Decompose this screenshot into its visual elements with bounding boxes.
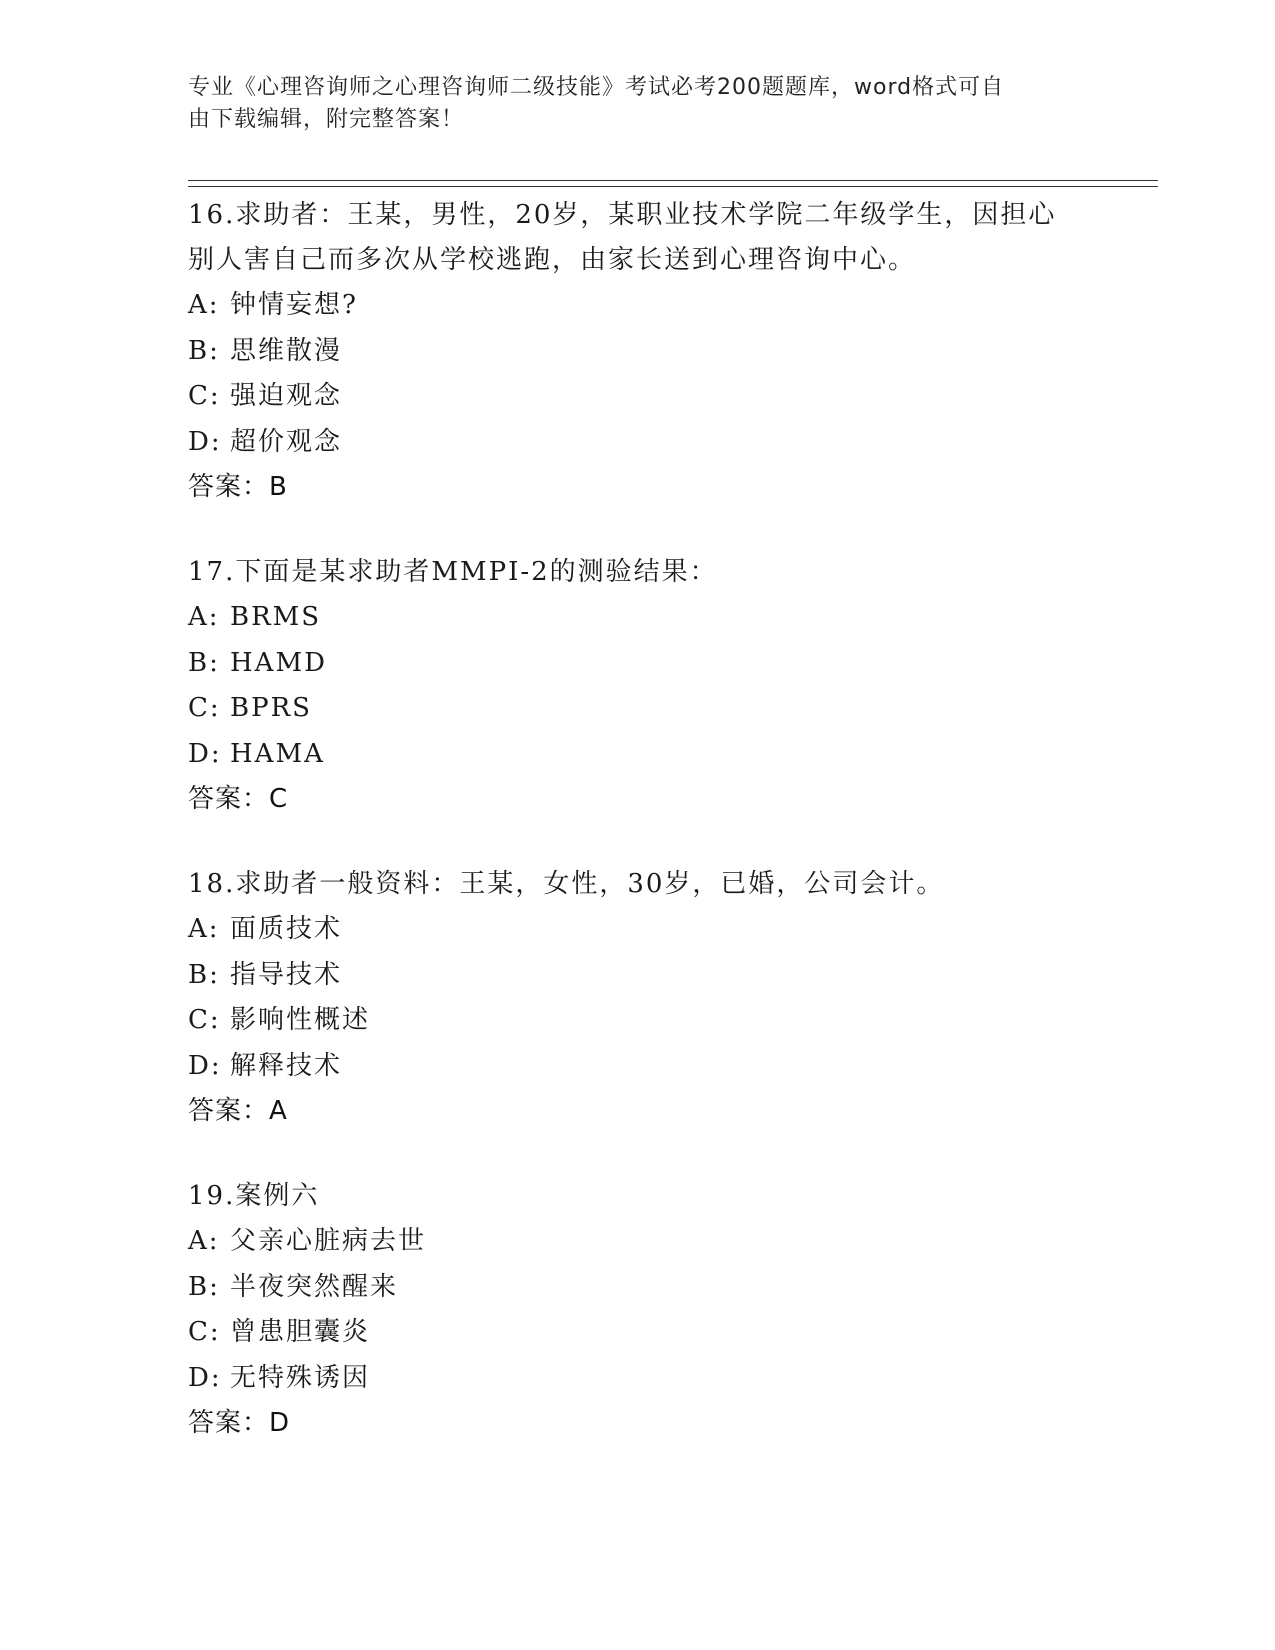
option-letter: A: [188, 602, 220, 632]
option-text: 影响性概述 [230, 1005, 371, 1035]
option-b [188, 329, 1088, 375]
question-stem-line: 16.求助者：王某，男性，20岁，某职业技术学院二年级学生，因担心 [188, 200, 1057, 230]
option-b [188, 953, 1088, 999]
option-c [188, 1310, 1088, 1356]
option-letter: C: [188, 1317, 221, 1347]
answer-line: 答案：B [188, 472, 288, 502]
option-letter: C: [188, 693, 221, 723]
option-c [188, 998, 1088, 1044]
question-list [188, 193, 1088, 1486]
option-letter: D: [188, 1050, 222, 1081]
option-c [188, 686, 1088, 732]
question-16 [188, 193, 1088, 510]
option-text: 解释技术 [230, 1050, 343, 1081]
option-text: HAMA [230, 738, 325, 769]
option-a [188, 595, 1088, 641]
option-text: 强迫观念 [230, 381, 343, 411]
option-text: HAMD [230, 647, 327, 678]
option-text: BPRS [230, 693, 312, 723]
option-d [188, 732, 1088, 778]
option-letter: B: [188, 959, 220, 990]
answer-line: 答案：A [188, 1096, 288, 1126]
option-letter: A: [188, 1226, 220, 1256]
option-text: 思维散漫 [230, 335, 343, 366]
question-17 [188, 550, 1088, 822]
option-text: 钟情妄想? [230, 290, 358, 320]
option-letter: D: [188, 1362, 222, 1393]
option-letter: B: [188, 1271, 220, 1302]
option-text: 曾患胆囊炎 [230, 1317, 371, 1347]
option-text: 无特殊诱因 [230, 1362, 371, 1393]
option-d [188, 1044, 1088, 1090]
option-letter: B: [188, 335, 220, 366]
option-d [188, 420, 1088, 466]
header-divider-top [188, 180, 1158, 181]
question-stem-line: 别人害自己而多次从学校逃跑，由家长送到心理咨询中心。 [188, 245, 917, 275]
option-b [188, 641, 1088, 687]
option-c [188, 374, 1088, 420]
option-a [188, 283, 1088, 329]
question-stem-line: 17.下面是某求助者MMPI-2的测验结果： [188, 557, 718, 587]
header-line-1: 专业《心理咨询师之心理咨询师二级技能》考试必考200题题库，word格式可自 [188, 75, 1005, 100]
option-letter: B: [188, 647, 220, 678]
question-18 [188, 862, 1088, 1134]
option-d [188, 1356, 1088, 1402]
option-letter: D: [188, 738, 222, 769]
option-letter: D: [188, 426, 222, 457]
answer-line: 答案：D [188, 1408, 291, 1438]
option-letter: A: [188, 914, 220, 944]
option-text: BRMS [230, 602, 322, 632]
option-text: 指导技术 [230, 959, 343, 990]
question-stem-line: 19.案例六 [188, 1181, 320, 1211]
option-text: 父亲心脏病去世 [230, 1226, 427, 1256]
option-text: 面质技术 [230, 914, 343, 944]
option-letter: A: [188, 290, 220, 320]
option-a [188, 1219, 1088, 1265]
option-a [188, 907, 1088, 953]
header-line-2: 由下载编辑，附完整答案！ [188, 107, 465, 132]
document-header [188, 72, 1088, 136]
question-stem-line: 18.求助者一般资料：王某，女性，30岁，已婚，公司会计。 [188, 869, 945, 899]
answer-line: 答案：C [188, 784, 289, 814]
option-text: 超价观念 [230, 426, 343, 457]
option-letter: C: [188, 1005, 221, 1035]
question-19 [188, 1174, 1088, 1446]
option-b [188, 1265, 1088, 1311]
option-text: 半夜突然醒来 [230, 1271, 399, 1302]
header-divider-bottom [188, 186, 1158, 187]
option-letter: C: [188, 381, 221, 411]
